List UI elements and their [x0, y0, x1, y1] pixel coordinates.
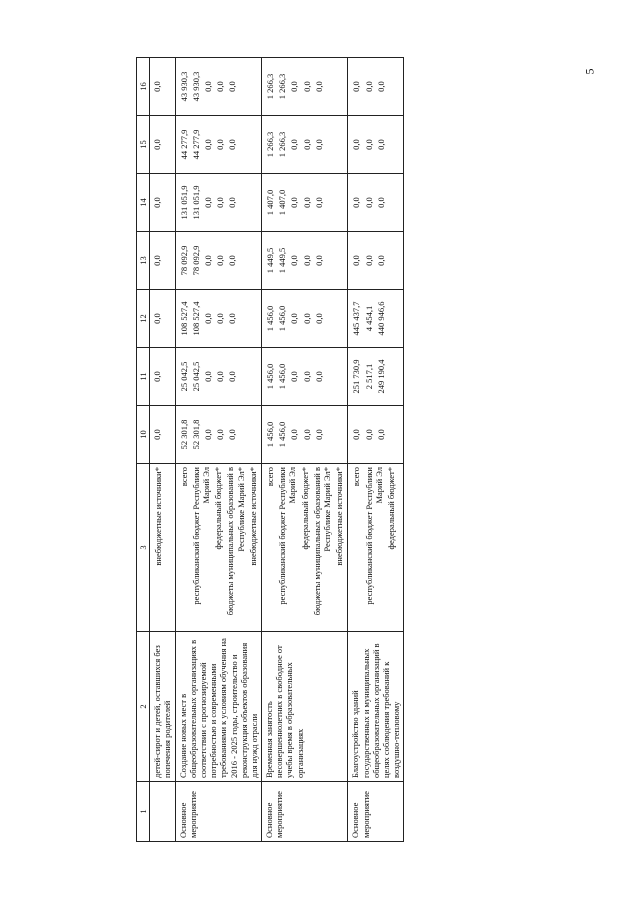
value: 25 042,5	[190, 361, 201, 392]
value-cell: 0,0	[150, 406, 175, 464]
value: 25 042,5	[178, 361, 189, 392]
value: 0,0	[313, 371, 324, 382]
value: 1 407,0	[277, 189, 288, 216]
value: 0,0	[202, 197, 213, 208]
funding-source-label: республиканский бюджет Республики Марий Эл	[277, 467, 298, 605]
value: 0,0	[363, 197, 374, 208]
value: 0,0	[301, 139, 312, 150]
value-cell: 0,0	[150, 348, 175, 406]
value-cell	[262, 406, 348, 464]
value-cell	[262, 58, 348, 116]
value: 0,0	[375, 81, 386, 92]
value: 0,0	[363, 429, 374, 440]
value: 0,0	[363, 81, 374, 92]
funding-source-label: внебюджетные источники*	[247, 467, 258, 566]
value-cell	[175, 406, 262, 464]
header-cell: 3	[137, 464, 150, 632]
value: 0,0	[301, 429, 312, 440]
header-cell: 1	[137, 782, 150, 842]
value: 131 051,9	[178, 185, 189, 220]
value: 0,0	[202, 255, 213, 266]
table-row	[150, 58, 175, 842]
value-cell	[175, 58, 262, 116]
value: 44 277,9	[178, 129, 189, 160]
value: 0,0	[227, 255, 238, 266]
value: 0,0	[351, 139, 362, 150]
funding-source	[348, 464, 404, 632]
value: 0,0	[375, 139, 386, 150]
header-cell: 10	[137, 406, 150, 464]
funding-source-label: всего	[178, 467, 189, 487]
value: 445 437,7	[351, 301, 362, 336]
value-cell: 0,0	[150, 174, 175, 232]
budget-table	[136, 57, 404, 842]
value: 1 266,3	[265, 73, 276, 100]
measure-type: Основное мероприятие	[348, 782, 404, 842]
funding-source-label: федеральный бюджет*	[213, 467, 224, 550]
value-cell	[348, 174, 404, 232]
value-cell	[348, 232, 404, 290]
budget-table-rotated	[136, 58, 496, 842]
measure-type	[150, 782, 175, 842]
funding-source	[150, 464, 175, 632]
value: 0,0	[375, 197, 386, 208]
value: 43 930,3	[190, 71, 201, 102]
funding-source-label: всего	[265, 467, 276, 487]
value-cell	[348, 58, 404, 116]
value: 0,0	[351, 197, 362, 208]
header-cell: 13	[137, 232, 150, 290]
value: 0,0	[301, 255, 312, 266]
value: 0,0	[227, 139, 238, 150]
value: 108 527,4	[190, 301, 201, 336]
value-cell	[262, 290, 348, 348]
value: 0,0	[313, 81, 324, 92]
value: 0,0	[215, 197, 226, 208]
value-cell	[262, 116, 348, 174]
value: 0,0	[215, 371, 226, 382]
value-cell: 0,0	[150, 290, 175, 348]
value: 78 092,9	[190, 245, 201, 276]
value: 1 456,0	[277, 305, 288, 332]
value-cell	[348, 406, 404, 464]
value-cell	[262, 174, 348, 232]
value: 1 407,0	[265, 189, 276, 216]
value: 0,0	[313, 255, 324, 266]
header-row	[137, 58, 150, 842]
measure-type: Основное мероприятие	[262, 782, 348, 842]
funding-source-label: внебюджетные источники*	[153, 467, 164, 566]
value: 0,0	[227, 429, 238, 440]
header-cell: 11	[137, 348, 150, 406]
value: 1 456,0	[277, 363, 288, 390]
value: 0,0	[289, 429, 300, 440]
value: 0,0	[289, 371, 300, 382]
funding-source-label: бюджеты муниципальных образований в Республике Марий Эл*	[225, 467, 246, 616]
value-cell	[348, 290, 404, 348]
funding-source-label: федеральный бюджет*	[385, 467, 396, 550]
value: 44 277,9	[190, 129, 201, 160]
value: 0,0	[202, 139, 213, 150]
value: 0,0	[289, 197, 300, 208]
value: 0,0	[351, 429, 362, 440]
funding-source-label: федеральный бюджет*	[299, 467, 310, 550]
value: 0,0	[289, 81, 300, 92]
value: 0,0	[202, 371, 213, 382]
measure-name: Создание новых мест в общеобразовательных организациях в соответствии с прогнозируемой потребностью и современными требованиями к условиям обучения на 2016 - 2025 годы, строительство и реконструкция объектов образования для нужд отрасли	[175, 632, 262, 782]
funding-source	[262, 464, 348, 632]
value: 0,0	[375, 429, 386, 440]
value-cell	[262, 232, 348, 290]
value: 0,0	[313, 429, 324, 440]
value: 0,0	[363, 139, 374, 150]
value: 0,0	[202, 81, 213, 92]
value: 1 449,5	[265, 247, 276, 274]
value: 1 456,0	[265, 305, 276, 332]
value-cell	[262, 348, 348, 406]
value: 1 266,3	[277, 131, 288, 158]
value-cell: 0,0	[150, 58, 175, 116]
funding-source	[175, 464, 262, 632]
value: 0,0	[215, 255, 226, 266]
value: 249 190,4	[375, 359, 386, 394]
value: 0,0	[289, 139, 300, 150]
header-cell: 14	[137, 174, 150, 232]
value: 108 527,4	[178, 301, 189, 336]
value: 0,0	[351, 81, 362, 92]
value-cell	[175, 348, 262, 406]
value-cell	[175, 174, 262, 232]
value: 0,0	[215, 429, 226, 440]
header-cell: 2	[137, 632, 150, 782]
funding-source-label: республиканский бюджет Республики Марий Эл	[363, 467, 384, 605]
table-row	[348, 58, 404, 842]
value: 0,0	[215, 139, 226, 150]
funding-source-label: бюджеты муниципальных образований в Республике Марий Эл*	[311, 467, 332, 616]
value: 0,0	[313, 197, 324, 208]
value: 52 301,8	[178, 419, 189, 450]
value-cell: 0,0	[150, 116, 175, 174]
value: 0,0	[363, 255, 374, 266]
value: 0,0	[227, 371, 238, 382]
value: 0,0	[215, 81, 226, 92]
measure-type: Основное мероприятие	[175, 782, 262, 842]
value: 0,0	[301, 81, 312, 92]
value: 440 946,6	[375, 301, 386, 336]
value: 1 456,0	[265, 363, 276, 390]
value: 0,0	[301, 197, 312, 208]
value: 43 930,3	[178, 71, 189, 102]
value: 1 266,3	[265, 131, 276, 158]
value: 52 301,8	[190, 419, 201, 450]
page-number: 5	[582, 68, 597, 75]
header-cell: 12	[137, 290, 150, 348]
header-cell: 16	[137, 58, 150, 116]
table-row	[262, 58, 348, 842]
value: 0,0	[202, 313, 213, 324]
funding-source-label: внебюджетные источники*	[334, 467, 345, 566]
value: 0,0	[227, 81, 238, 92]
value: 1 456,0	[277, 421, 288, 448]
value: 0,0	[313, 139, 324, 150]
value: 0,0	[227, 197, 238, 208]
measure-name: Благоустройство зданий государственных и муниципальных общеобразовательных организаций в целях соблюдения требований к воздушно-тепловому	[348, 632, 404, 782]
header-cell: 15	[137, 116, 150, 174]
value-cell	[348, 116, 404, 174]
measure-name: Временная занятость несовершеннолетних в свободное от учебы время в образовательных организациях	[262, 632, 348, 782]
value: 2 517,1	[363, 363, 374, 390]
value: 0,0	[215, 313, 226, 324]
value: 1 449,5	[277, 247, 288, 274]
value: 0,0	[301, 313, 312, 324]
value-cell: 0,0	[150, 232, 175, 290]
value: 1 456,0	[265, 421, 276, 448]
funding-source-label: республиканский бюджет Республики Марий Эл	[190, 467, 211, 605]
value: 1 266,3	[277, 73, 288, 100]
value: 4 454,1	[363, 305, 374, 332]
value-cell	[175, 290, 262, 348]
value-cell	[175, 232, 262, 290]
value-cell	[348, 348, 404, 406]
value: 0,0	[301, 371, 312, 382]
value: 0,0	[313, 313, 324, 324]
funding-source-label: всего	[351, 467, 362, 487]
value: 0,0	[375, 255, 386, 266]
measure-name: детей-сирот и детей, оставшихся без попечения родителей	[150, 632, 175, 782]
value: 0,0	[289, 255, 300, 266]
table-row	[175, 58, 262, 842]
value: 0,0	[289, 313, 300, 324]
value: 78 092,9	[178, 245, 189, 276]
value-cell	[175, 116, 262, 174]
value: 0,0	[227, 313, 238, 324]
value: 0,0	[202, 429, 213, 440]
value: 131 051,9	[190, 185, 201, 220]
value: 251 730,9	[351, 359, 362, 394]
value: 0,0	[351, 255, 362, 266]
